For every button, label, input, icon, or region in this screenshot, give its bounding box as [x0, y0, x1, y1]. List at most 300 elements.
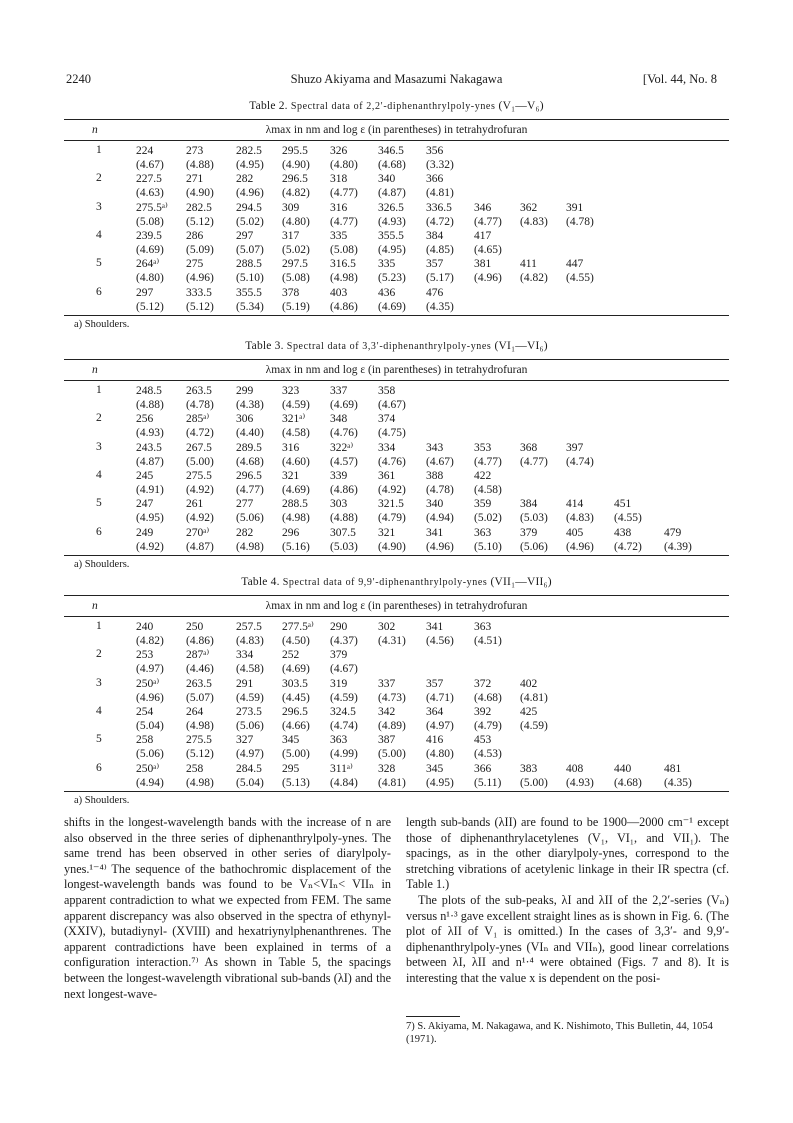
log-epsilon: (4.81) [378, 776, 406, 789]
row-n: 5 [96, 257, 102, 270]
lambda-value: 356 [426, 145, 444, 157]
log-epsilon: (4.98) [282, 512, 310, 525]
log-epsilon: (4.80) [282, 215, 310, 228]
table-cell [236, 733, 264, 761]
log-epsilon: (4.55) [614, 512, 642, 525]
lambda-value: 359 [474, 498, 492, 511]
log-epsilon: (5.12) [186, 748, 214, 761]
table-title [0, 340, 793, 352]
lambda-value: 402 [520, 677, 538, 690]
log-epsilon: (4.85) [426, 243, 454, 256]
lambda-value: 282.5 [236, 145, 262, 157]
table-cell [186, 412, 214, 440]
log-epsilon: (4.86) [330, 300, 358, 313]
log-epsilon: (4.77) [330, 215, 358, 228]
log-epsilon: (4.96) [426, 540, 454, 553]
log-epsilon: (4.77) [330, 187, 358, 200]
table-bottom-rule [64, 315, 729, 316]
table-cell [426, 733, 454, 761]
table-cell [186, 441, 214, 469]
lambda-value: 254 [136, 705, 154, 718]
table-cell [186, 144, 214, 172]
lambda-value: 334 [236, 649, 254, 662]
lambda-value: 264ᵃ⁾ [136, 258, 160, 271]
table-cell [378, 762, 406, 790]
table-cell [236, 648, 264, 676]
log-epsilon: (4.80) [426, 748, 454, 761]
table-cell [136, 201, 168, 229]
log-epsilon: (5.00) [520, 776, 548, 789]
log-epsilon: (4.89) [378, 719, 406, 732]
log-epsilon: (4.81) [426, 187, 454, 200]
table-cell [330, 526, 358, 554]
table-cell [186, 229, 214, 257]
table-cell [426, 497, 454, 525]
lambda-value: 334 [378, 441, 396, 454]
lambda-value: 340 [426, 498, 444, 511]
table-cell [426, 229, 454, 257]
table-cell [136, 620, 164, 648]
table-cell [186, 677, 214, 705]
log-epsilon: (4.40) [236, 427, 264, 440]
log-epsilon: (4.60) [282, 455, 310, 468]
lambda-value: 384 [520, 498, 538, 511]
lambda-value: 335 [330, 229, 348, 242]
row-n: 4 [96, 468, 102, 481]
table-cell [426, 705, 454, 733]
lambda-value: 379 [330, 649, 348, 662]
row-n: 3 [96, 440, 102, 453]
table-cell [378, 677, 406, 705]
lambda-value: 282.5 [186, 201, 212, 214]
log-epsilon: (5.04) [236, 776, 264, 789]
log-epsilon: (4.37) [330, 635, 358, 647]
table-cell [426, 201, 454, 229]
lambda-value: 277.5ᵃ⁾ [282, 621, 314, 633]
lambda-value: 224 [136, 145, 154, 157]
log-epsilon: (5.12) [186, 300, 214, 313]
log-epsilon: (4.68) [474, 691, 502, 704]
table-cell [282, 172, 310, 200]
log-epsilon: (4.80) [136, 272, 164, 285]
log-epsilon: (4.86) [186, 635, 214, 647]
log-epsilon: (5.07) [186, 691, 214, 704]
lambda-value: 273 [186, 145, 204, 157]
lambda-value: 297 [136, 286, 154, 299]
lambda-value: 321.5 [378, 498, 404, 511]
log-epsilon: (5.17) [426, 272, 454, 285]
log-epsilon: (4.94) [136, 776, 164, 789]
table-cell [566, 441, 594, 469]
table-cell [282, 762, 310, 790]
table-cell [520, 677, 548, 705]
table-title-range: (VI₁—VI₆) [494, 340, 548, 352]
row-n: 1 [96, 620, 102, 632]
log-epsilon: (4.93) [378, 215, 406, 228]
log-epsilon: (4.39) [664, 540, 692, 553]
lambda-value: 285ᵃ⁾ [186, 413, 210, 426]
table-cell [330, 497, 358, 525]
table-cell [330, 257, 358, 285]
table-cell [186, 762, 214, 790]
lambda-value: 296 [282, 526, 300, 539]
log-epsilon: (4.69) [378, 300, 406, 313]
column-header-lambda: λmax in nm and log ε (in parentheses) in tetrahydrofuran [265, 364, 528, 376]
table-cell [236, 144, 264, 172]
table-header-rule [64, 616, 729, 617]
table-cell [236, 286, 264, 314]
log-epsilon: (4.59) [520, 719, 548, 732]
table-cell [330, 384, 358, 412]
table-cell [330, 412, 358, 440]
table-cell [426, 286, 454, 314]
log-epsilon: (5.03) [330, 540, 358, 553]
lambda-value: 340 [378, 173, 396, 186]
lambda-value: 297.5 [282, 258, 308, 271]
lambda-value: 321ᵃ⁾ [282, 413, 306, 426]
lambda-value: 336.5 [426, 201, 452, 214]
log-epsilon: (4.69) [282, 663, 310, 676]
table-cell [236, 620, 264, 648]
paragraph: The plots of the sub-peaks, λI and λII of the 2,2′-series (Vₙ) versus n¹·³ gave excellent straight lines as is shown in Fig. 6. (The plot of λII of V₁ is omitted.) In the cases of 3,3′- and 9,9′-diphenanthrylpoly-ynes (VIₙ and VIIₙ), good linear correlations between λI, λII and n¹·⁴ were obtained (Figs. 7 and 8). It is interesting that the value x is dependent on the posi- [406, 892, 729, 985]
log-epsilon: (4.59) [236, 691, 264, 704]
table-title-range: (VII₁—VII₆) [490, 576, 552, 588]
lambda-value: 295 [282, 762, 300, 775]
lambda-value: 287ᵃ⁾ [186, 649, 210, 662]
log-epsilon: (4.96) [186, 272, 214, 285]
lambda-value: 372 [474, 677, 492, 690]
log-epsilon: (4.97) [426, 719, 454, 732]
table-cell [136, 762, 164, 790]
log-epsilon: (4.74) [330, 719, 358, 732]
table-cell [614, 762, 642, 790]
table-cell [330, 648, 358, 676]
table-cell [186, 384, 214, 412]
table-title [0, 576, 793, 588]
table-cell [426, 620, 454, 648]
lambda-value: 240 [136, 621, 154, 633]
lambda-value: 295.5 [282, 145, 308, 157]
log-epsilon: (5.02) [282, 243, 310, 256]
log-epsilon: (4.92) [186, 512, 214, 525]
log-epsilon: (4.97) [236, 748, 264, 761]
table-cell [378, 172, 406, 200]
log-epsilon: (4.45) [282, 691, 310, 704]
lambda-value: 341 [426, 621, 444, 633]
table-cell [378, 257, 406, 285]
log-epsilon: (4.38) [236, 399, 264, 411]
table-cell [282, 497, 310, 525]
lambda-value: 425 [520, 705, 538, 718]
lambda-value: 357 [426, 258, 444, 271]
log-epsilon: (4.96) [236, 187, 264, 200]
log-epsilon: (5.03) [520, 512, 548, 525]
table-cell [136, 497, 164, 525]
table-cell [614, 526, 642, 554]
log-epsilon: (5.34) [236, 300, 264, 313]
lambda-value: 296.5 [236, 469, 262, 482]
lambda-value: 368 [520, 441, 538, 454]
table-cell [614, 497, 642, 525]
row-n: 1 [96, 384, 102, 396]
lambda-value: 355.5 [378, 229, 404, 242]
table-cell [136, 229, 164, 257]
table-cell [330, 201, 358, 229]
log-epsilon: (5.08) [330, 243, 358, 256]
lambda-value: 307.5 [330, 526, 356, 539]
lambda-value: 363 [330, 734, 348, 747]
table-cell [186, 469, 214, 497]
lambda-value: 321 [282, 469, 300, 482]
log-epsilon: (4.68) [614, 776, 642, 789]
lambda-value: 256 [136, 413, 154, 426]
page-number: 2240 [66, 72, 91, 86]
log-epsilon: (4.67) [330, 663, 358, 676]
lambda-value: 392 [474, 705, 492, 718]
table-cell [378, 526, 406, 554]
lambda-value: 326.5 [378, 201, 404, 214]
lambda-value: 316 [330, 201, 348, 214]
log-epsilon: (4.35) [664, 776, 692, 789]
table-cell [378, 497, 406, 525]
table-cell [330, 705, 358, 733]
log-epsilon: (4.90) [186, 187, 214, 200]
table-cell [566, 497, 594, 525]
lambda-value: 447 [566, 258, 584, 271]
log-epsilon: (4.93) [566, 776, 594, 789]
lambda-value: 277 [236, 498, 254, 511]
lambda-value: 358 [378, 385, 396, 397]
lambda-value: 345 [282, 734, 300, 747]
lambda-value: 387 [378, 734, 396, 747]
row-n: 2 [96, 412, 102, 425]
log-epsilon: (4.86) [330, 483, 358, 496]
table-cell [426, 441, 454, 469]
table-cell [136, 469, 164, 497]
log-epsilon: (4.72) [614, 540, 642, 553]
log-epsilon: (4.99) [330, 748, 358, 761]
table-cell [186, 497, 214, 525]
table-cell [474, 762, 501, 790]
table-cell [520, 441, 548, 469]
log-epsilon: (4.84) [330, 776, 358, 789]
log-epsilon: (5.06) [136, 748, 164, 761]
table-cell [378, 469, 406, 497]
lambda-value: 343 [426, 441, 444, 454]
lambda-value: 303 [330, 498, 348, 511]
body-column-left [64, 815, 391, 1002]
table-cell [330, 172, 358, 200]
lambda-value: 440 [614, 762, 632, 775]
lambda-value: 346.5 [378, 145, 404, 157]
lambda-value: 243.5 [136, 441, 162, 454]
table-cell [378, 144, 406, 172]
log-epsilon: (4.81) [520, 691, 548, 704]
log-epsilon: (4.77) [520, 455, 548, 468]
table-cell [282, 201, 310, 229]
log-epsilon: (5.07) [236, 243, 264, 256]
lambda-value: 451 [614, 498, 632, 511]
lambda-value: 436 [378, 286, 396, 299]
log-epsilon: (4.58) [236, 663, 264, 676]
table-cell [378, 286, 406, 314]
log-epsilon: (4.65) [474, 243, 502, 256]
table-cell [474, 526, 502, 554]
log-epsilon: (5.10) [474, 540, 502, 553]
table-cell [136, 705, 164, 733]
lambda-value: 366 [474, 762, 492, 775]
lambda-value: 353 [474, 441, 492, 454]
lambda-value: 227.5 [136, 173, 162, 186]
table-cell [378, 441, 406, 469]
table-cell [566, 526, 594, 554]
table-cell [664, 526, 692, 554]
log-epsilon: (4.67) [426, 455, 454, 468]
table-cell [236, 201, 264, 229]
log-epsilon: (4.98) [186, 776, 214, 789]
lambda-value: 271 [186, 173, 204, 186]
table-cell [520, 257, 548, 285]
table-top-rule [64, 359, 729, 360]
running-head-volume: [Vol. 44, No. 8 [642, 72, 717, 86]
table-title-prefix: Table 4. [241, 576, 280, 588]
lambda-value: 245 [136, 469, 154, 482]
lambda-value: 264 [186, 705, 204, 718]
log-epsilon: (4.72) [186, 427, 214, 440]
log-epsilon: (4.53) [474, 748, 502, 761]
table-cell [136, 384, 164, 412]
table-cell [426, 172, 454, 200]
log-epsilon: (4.88) [330, 512, 358, 525]
row-n: 1 [96, 144, 102, 156]
lambda-value: 411 [520, 258, 537, 271]
log-epsilon: (4.96) [474, 272, 502, 285]
table-cell [236, 441, 264, 469]
lambda-value: 379 [520, 526, 538, 539]
lambda-value: 333.5 [186, 286, 212, 299]
log-epsilon: (5.13) [282, 776, 310, 789]
log-epsilon: (4.59) [282, 399, 310, 411]
table-title [0, 100, 793, 112]
log-epsilon: (4.77) [474, 455, 502, 468]
table-cell [136, 257, 164, 285]
log-epsilon: (4.78) [426, 483, 454, 496]
lambda-value: 481 [664, 762, 682, 775]
footnote-rule [406, 1016, 460, 1017]
log-epsilon: (4.55) [566, 272, 594, 285]
lambda-value: 275.5 [186, 734, 212, 747]
log-epsilon: (4.69) [282, 483, 310, 496]
table-cell [282, 705, 310, 733]
table-cell [186, 648, 214, 676]
log-epsilon: (5.09) [186, 243, 214, 256]
log-epsilon: (4.91) [136, 483, 164, 496]
log-epsilon: (4.46) [186, 663, 214, 676]
table-cell [330, 144, 358, 172]
log-epsilon: (4.69) [330, 399, 358, 411]
table-title-main: Spectral data of 3,3′-diphenanthrylpoly-ynes [286, 341, 492, 352]
log-epsilon: (4.35) [426, 300, 454, 313]
table-cell [474, 469, 502, 497]
lambda-value: 362 [520, 201, 538, 214]
table-cell [236, 497, 264, 525]
lambda-value: 294.5 [236, 201, 262, 214]
table-cell [330, 733, 358, 761]
table-cell [282, 526, 310, 554]
lambda-value: 366 [426, 173, 444, 186]
table-cell [378, 733, 406, 761]
log-epsilon: (4.80) [330, 159, 358, 171]
table-cell [136, 144, 164, 172]
lambda-value: 270ᵃ⁾ [186, 526, 210, 539]
log-epsilon: (4.68) [378, 159, 406, 171]
table-cell [378, 412, 406, 440]
log-epsilon: (4.31) [378, 635, 406, 647]
table-cell [136, 677, 164, 705]
log-epsilon: (5.00) [282, 748, 310, 761]
log-epsilon: (4.95) [236, 159, 264, 171]
lambda-value: 316.5 [330, 258, 356, 271]
lambda-value: 275.5ᵃ⁾ [136, 201, 168, 214]
lambda-value: 408 [566, 762, 584, 775]
lambda-value: 388 [426, 469, 444, 482]
table-title-prefix: Table 3. [245, 340, 284, 352]
log-epsilon: (4.88) [136, 399, 164, 411]
table-cell [474, 201, 502, 229]
log-epsilon: (4.66) [282, 719, 310, 732]
log-epsilon: (4.96) [136, 691, 164, 704]
table-cell [186, 201, 214, 229]
table-cell [378, 620, 406, 648]
lambda-value: 258 [136, 734, 154, 747]
log-epsilon: (4.75) [378, 427, 406, 440]
lambda-value: 250ᵃ⁾ [136, 677, 160, 690]
row-n: 4 [96, 228, 102, 241]
log-epsilon: (4.51) [474, 635, 502, 647]
log-epsilon: (4.88) [186, 159, 214, 171]
log-epsilon: (5.12) [186, 215, 214, 228]
table-cell [378, 229, 406, 257]
lambda-value: 405 [566, 526, 584, 539]
table-cell [282, 677, 310, 705]
log-epsilon: (5.08) [282, 272, 310, 285]
table-cell [474, 677, 502, 705]
table-cell [474, 229, 502, 257]
column-header-lambda: λmax in nm and log ε (in parentheses) in tetrahydrofuran [265, 600, 528, 612]
table-cell [236, 526, 264, 554]
log-epsilon: (5.11) [474, 776, 502, 789]
table-cell [378, 201, 406, 229]
log-epsilon: (5.23) [378, 272, 406, 285]
log-epsilon: (5.19) [282, 300, 310, 313]
lambda-value: 263.5 [186, 677, 212, 690]
lambda-value: 306 [236, 413, 254, 426]
row-n: 4 [96, 704, 102, 717]
log-epsilon: (4.76) [330, 427, 358, 440]
table-cell [378, 705, 406, 733]
table-title-main: Spectral data of 9,9′-diphenanthrylpoly-ynes [282, 577, 488, 588]
lambda-value: 342 [378, 705, 396, 718]
lambda-value: 364 [426, 705, 444, 718]
lambda-value: 327 [236, 734, 254, 747]
table-footnote: a) Shoulders. [74, 318, 130, 330]
log-epsilon: (3.32) [426, 159, 454, 171]
log-epsilon: (5.08) [136, 215, 164, 228]
table-cell [426, 526, 454, 554]
log-epsilon: (4.58) [474, 483, 502, 496]
table-cell [664, 762, 692, 790]
lambda-value: 299 [236, 385, 254, 397]
